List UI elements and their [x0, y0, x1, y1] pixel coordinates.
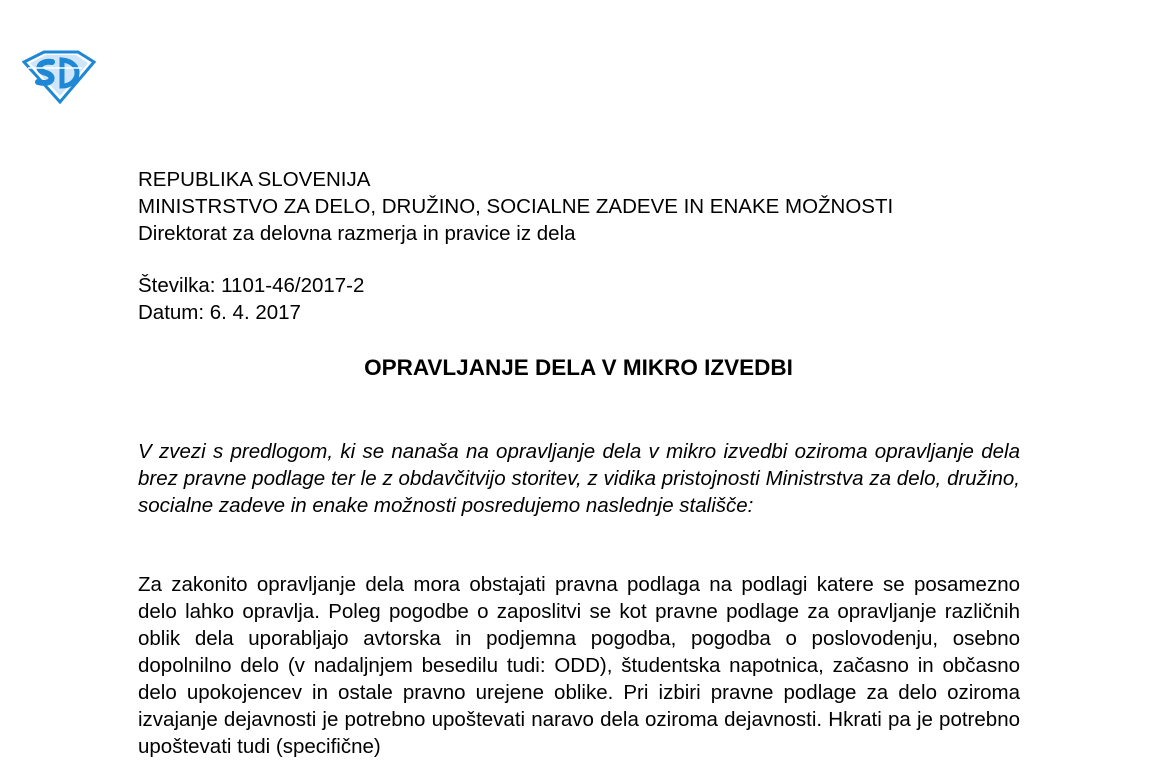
document-title: OPRAVLJANJE DELA V MIKRO IZVEDBI	[364, 355, 793, 380]
document-date: Datum: 6. 4. 2017	[138, 301, 301, 324]
document-references	[138, 272, 364, 326]
ministry-header	[138, 166, 893, 247]
header-country: REPUBLIKA SLOVENIJA	[138, 168, 371, 191]
header-ministry: MINISTRSTVO ZA DELO, DRUŽINO, SOCIALNE ZADEVE IN ENAKE MOŽNOSTI	[138, 195, 894, 218]
intro-paragraph: V zvezi s predlogom, ki se nanaša na opravljanje dela v mikro izvedbi oziroma opravljanje dela brez pravne podlage ter le z obdavčitvijo storitev, z vidika pristojnosti Ministrstva za delo, družino, socialne zadeve in enake možnosti posredujemo naslednje stališče:	[138, 440, 1020, 517]
body-paragraph: Za zakonito opravljanje dela mora obstajati pravna podlaga na podlagi katere se posamezno delo lahko opravlja. Poleg pogodbe o zaposlitvi se kot pravne podlage za opravljanje različnih oblik dela uporabljajo avtorska in podjemna pogodba, pogodba o poslovodenju, osebno dopolnilno delo (v nadaljnjem besedilu tudi: ODD), študentska napotnica, začasno in občasno delo upokojencev in ostale pravno urejene oblike. Pri izbiri pravne podlage za delo oziroma izvajanje dejavnosti je potrebno upoštevati naravo dela oziroma dejavnosti. Hkrati pa je potrebno upoštevati tudi (specifične)	[138, 573, 1020, 758]
header-directorate: Direktorat za delovna razmerja in pravice iz dela	[138, 222, 576, 245]
document-number: Številka: 1101-46/2017-2	[138, 274, 365, 297]
ministry-logo-icon	[22, 48, 96, 104]
